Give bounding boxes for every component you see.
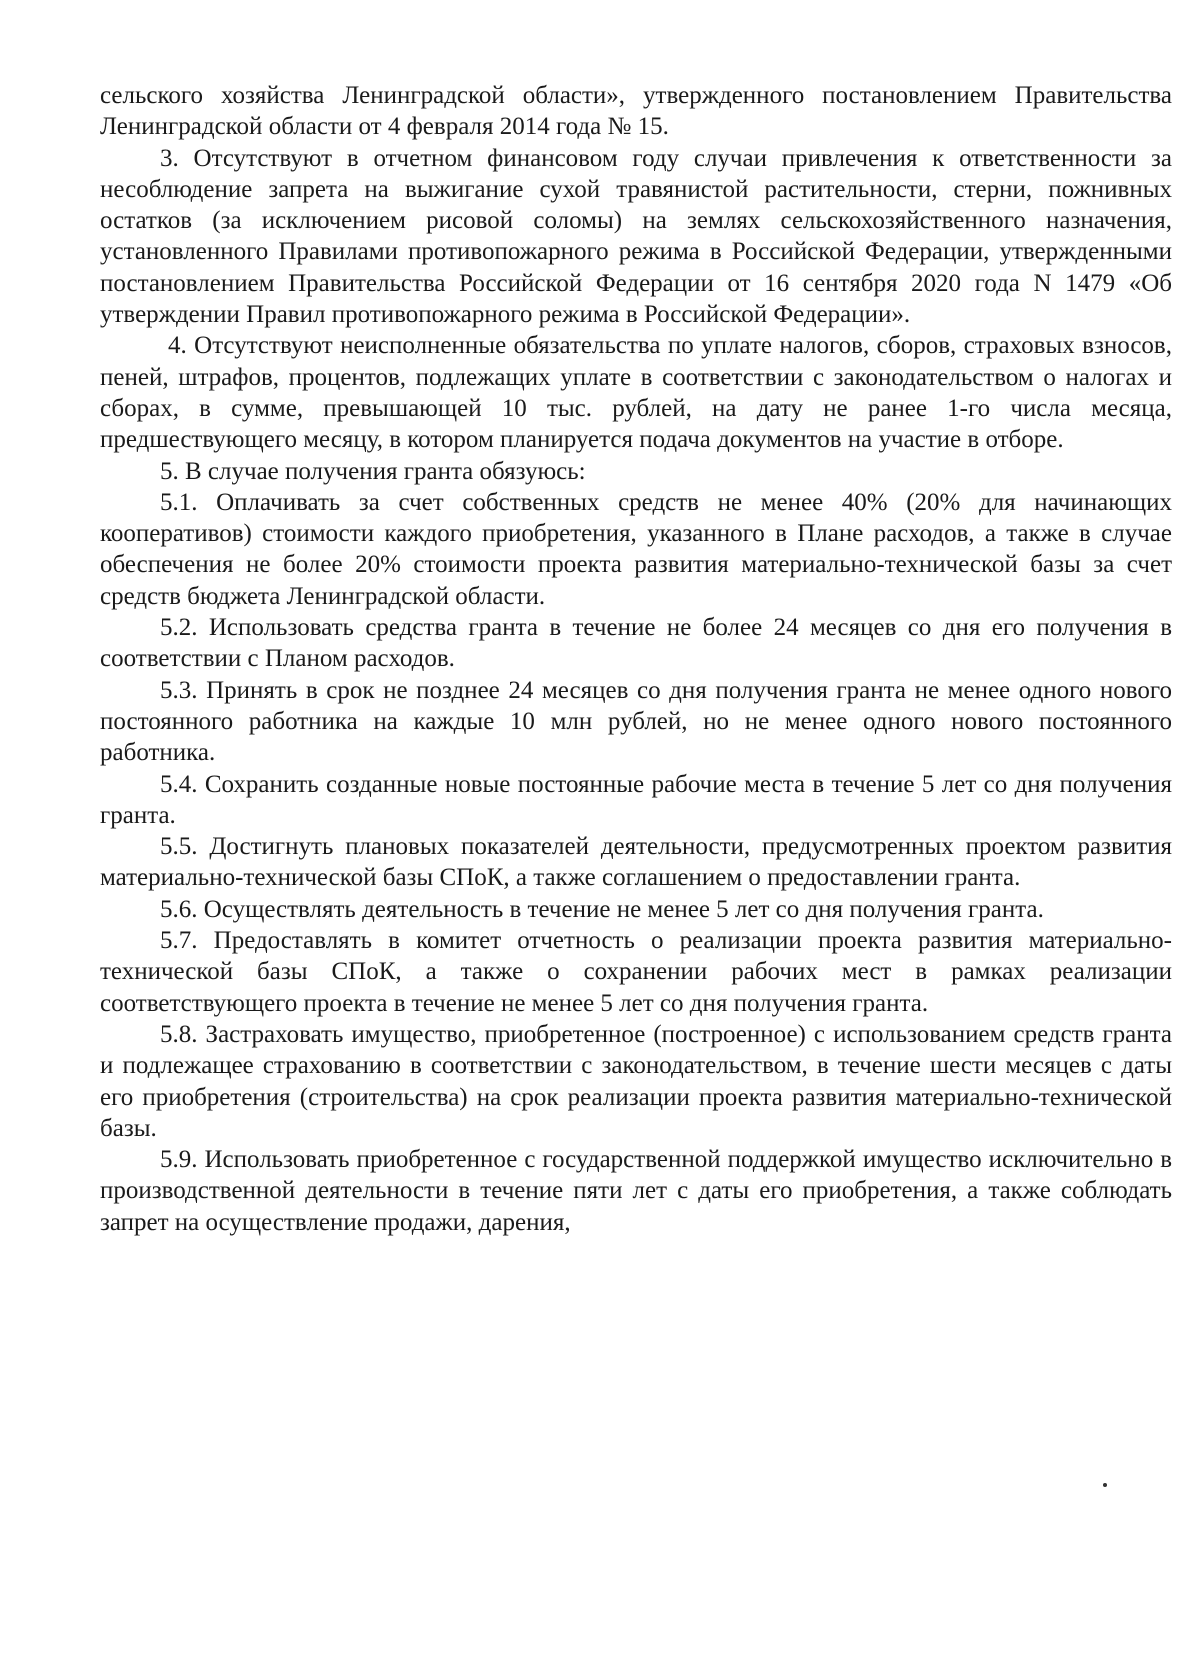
paragraph-item-3: 3. Отсутствуют в отчетном финансовом году случаи привлечения к ответственности за несоблюдение запрета на выжигание сухой травянистой растительности, стерни, пожнивных остатков (за исключением рисовой соломы) на землях сельскохозяйственного назначения, установленного Правилами противопожарного режима в Российской Федерации, утвержденными постановлением Правительства Российской Федерации от 16 сентября 2020 года N 1479 «Об утверждении Правил противопожарного режима в Российской Федерации». [100,144,1172,329]
document-page [100,80,1172,1620]
paragraph-item-5-1: 5.1. Оплачивать за счет собственных средств не менее 40% (20% для начинающих кооперативов) стоимости каждого приобретения, указанного в Плане расходов, а также в случае обеспечения не более 20% стоимости проекта развития материально-технической базы за счет средств бюджета Ленинградской области. [100,488,1172,610]
paragraph-item-5: 5. В случае получения гранта обязуюсь: [160,457,586,485]
paragraph-item-5-4: 5.4. Сохранить созданные новые постоянные рабочие места в течение 5 лет со дня получения гранта. [100,770,1172,829]
scan-speck [1103,1483,1107,1487]
paragraph-item-5-5: 5.5. Достигнуть плановых показателей деятельности, предусмотренных проектом развития материально-технической базы СПоК, а также соглашением о предоставлении гранта. [100,833,1172,892]
paragraph-item-5-3: 5.3. Принять в срок не позднее 24 месяцев со дня получения гранта не менее одного нового постоянного работника на каждые 10 млн рублей, но не менее одного нового постоянного работника. [100,676,1172,767]
paragraph-continuation: сельского хозяйства Ленинградской области», утвержденного постановлением Правительства Ленинградской области от 4 февраля 2014 года № 15. [100,82,1172,141]
paragraph-item-5-6: 5.6. Осуществлять деятельность в течение не менее 5 лет со дня получения гранта. [160,895,1044,923]
paragraph-item-5-2: 5.2. Использовать средства гранта в течение не более 24 месяцев со дня его получения в соответствии с Планом расходов. [100,614,1172,673]
paragraph-item-5-8: 5.8. Застраховать имущество, приобретенное (построенное) с использованием средств гранта и подлежащее страхованию в соответствии с законодательством, в течение шести месяцев с даты его приобретения (строительства) на срок реализации проекта развития материально-технической базы. [100,1020,1172,1142]
paragraph-item-5-9: 5.9. Использовать приобретенное с государственной поддержкой имущество исключительно в производственной деятельности в течение пяти лет с даты его приобретения, а также соблюдать запрет на осуществление продажи, дарения, [100,1146,1172,1236]
paragraph-item-4: 4. Отсутствуют неисполненные обязательства по уплате налогов, сборов, страховых взносов, пеней, штрафов, процентов, подлежащих уплате в соответствии с законодательством о налогах и сборах, в сумме, превышающей 10 тыс. рублей, на дату не ранее 1-го числа месяца, предшествующего месяцу, в котором планируется подача документов на участие в отборе. [100,332,1172,454]
paragraph-item-5-7: 5.7. Предоставлять в комитет отчетность о реализации проекта развития материально-технической базы СПоК, а также о сохранении рабочих мест в рамках реализации соответствующего проекта в течение не менее 5 лет со дня получения гранта. [100,927,1172,1017]
